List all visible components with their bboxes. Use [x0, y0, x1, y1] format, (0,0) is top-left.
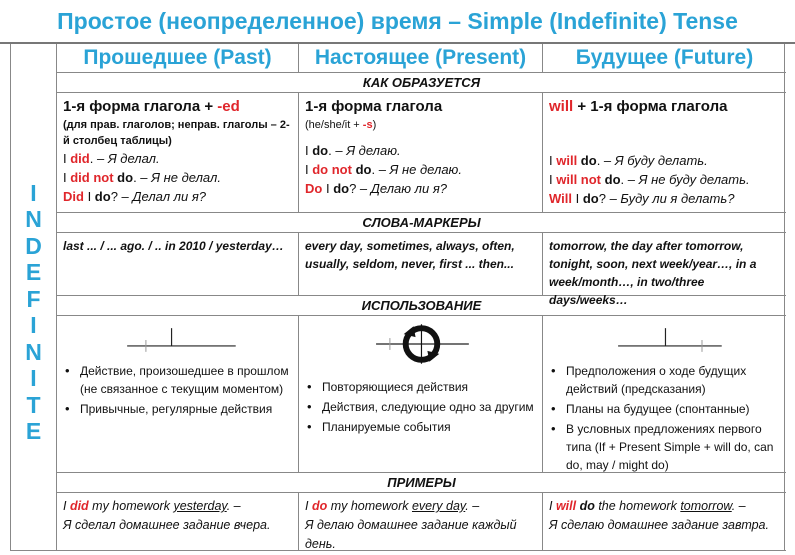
column-header-present: Настоящее (Present) [299, 44, 543, 73]
side-letter: I [30, 365, 37, 391]
side-letter: E [25, 259, 42, 285]
list-item: • Предположения о ходе будущих действий (предсказания) [549, 362, 778, 398]
example-present: I do my homework every day. – Я делаю домашнее задание каждый день. [299, 493, 543, 551]
usage-future [543, 316, 786, 473]
question-line: Will I do? – Буду ли я делать? [549, 191, 735, 206]
formation-past [57, 93, 299, 213]
formation-future [543, 93, 786, 213]
column-header-future: Будущее (Future) [543, 44, 786, 73]
repeat-cycle-diagram [305, 320, 534, 368]
question-line: Do I do? – Делаю ли я? [305, 181, 448, 196]
list-item: • Действия, следующие одно за другим [305, 398, 534, 416]
timeline-future-diagram [549, 320, 778, 360]
list-item: • Повторяющиеся действия [305, 378, 534, 396]
list-item: • Действие, произошедшее в прошлом (не связанное с текущим моментом) [63, 362, 290, 398]
page-title: Простое (неопределенное) время – Simple (Indefinite) Tense [0, 0, 795, 44]
column-header-past: Прошедшее (Past) [57, 44, 299, 73]
rule-note: (для прав. глаголов; неправ. глаголы – 2-й столбец таблицы) [63, 119, 290, 147]
tense-table [10, 44, 785, 551]
side-letter: N [25, 206, 42, 232]
negative-line: I will not do. – Я не буду делать. [549, 172, 750, 187]
markers-past: last ... / ... ago. / .. in 2010 / yesterday… [57, 233, 299, 296]
side-letter: F [26, 285, 41, 312]
question-line: Did I do? – Делал ли я? [63, 189, 207, 204]
markers-future: tomorrow, the day after tomorrow, tonight, soon, next week/year…, in a week/month…, in two/three days/weeks… [543, 233, 786, 296]
side-label-indefinite [11, 44, 57, 551]
list-item: • Привычные, регулярные действия [63, 400, 290, 418]
list-item: • Планы на будущее (спонтанные) [549, 400, 778, 418]
affirmative-line: I will do. – Я буду делать. [549, 153, 708, 168]
example-translation: Я сделал домашнее задание вчера. [63, 518, 271, 532]
rule-note: (he/she/it + -s) [305, 119, 377, 131]
formation-present [299, 93, 543, 213]
example-translation: Я сделаю домашнее задание завтра. [549, 518, 769, 532]
markers-present: every day, sometimes, always, often, usually, seldom, never, first ... then... [299, 233, 543, 296]
usage-past [57, 316, 299, 473]
side-letter: N [25, 338, 42, 365]
section-header-markers: СЛОВА-МАРКЕРЫ [57, 213, 786, 233]
list-item: • В условных предложениях первого типа (If + Present Simple + will do, can do, may / might do) [549, 420, 778, 474]
negative-line: I do not do. – Я не делаю. [305, 162, 462, 177]
side-letter: T [26, 391, 41, 418]
rule-text: 1-я форма глагола + [63, 98, 218, 115]
side-letter: D [25, 232, 42, 259]
example-past: I did my homework yesterday. – Я сделал домашнее задание вчера. [57, 493, 299, 551]
rule-text: 1-я форма глагола [305, 98, 443, 115]
affirmative-line: I do. – Я делаю. [305, 143, 401, 158]
side-letter: I [30, 179, 37, 206]
section-header-formation: КАК ОБРАЗУЕТСЯ [57, 73, 786, 93]
section-header-usage: ИСПОЛЬЗОВАНИЕ [57, 296, 786, 316]
list-item: • Планируемые события [305, 418, 534, 436]
rule-text: will + 1-я форма глагола [549, 98, 728, 115]
ending-ed: -ed [217, 98, 240, 115]
usage-present [299, 316, 543, 473]
side-letter: I [30, 312, 37, 338]
affirmative-line: I did. – Я делал. [63, 151, 160, 166]
negative-line: I did not do. – Я не делал. [63, 170, 221, 185]
side-letter: E [25, 418, 42, 444]
example-future: I will do the homework tomorrow. – Я сделаю домашнее задание завтра. [543, 493, 786, 551]
timeline-past-diagram [63, 320, 290, 360]
section-header-examples: ПРИМЕРЫ [57, 473, 786, 493]
example-translation: Я делаю домашнее задание каждый день. [305, 518, 517, 551]
